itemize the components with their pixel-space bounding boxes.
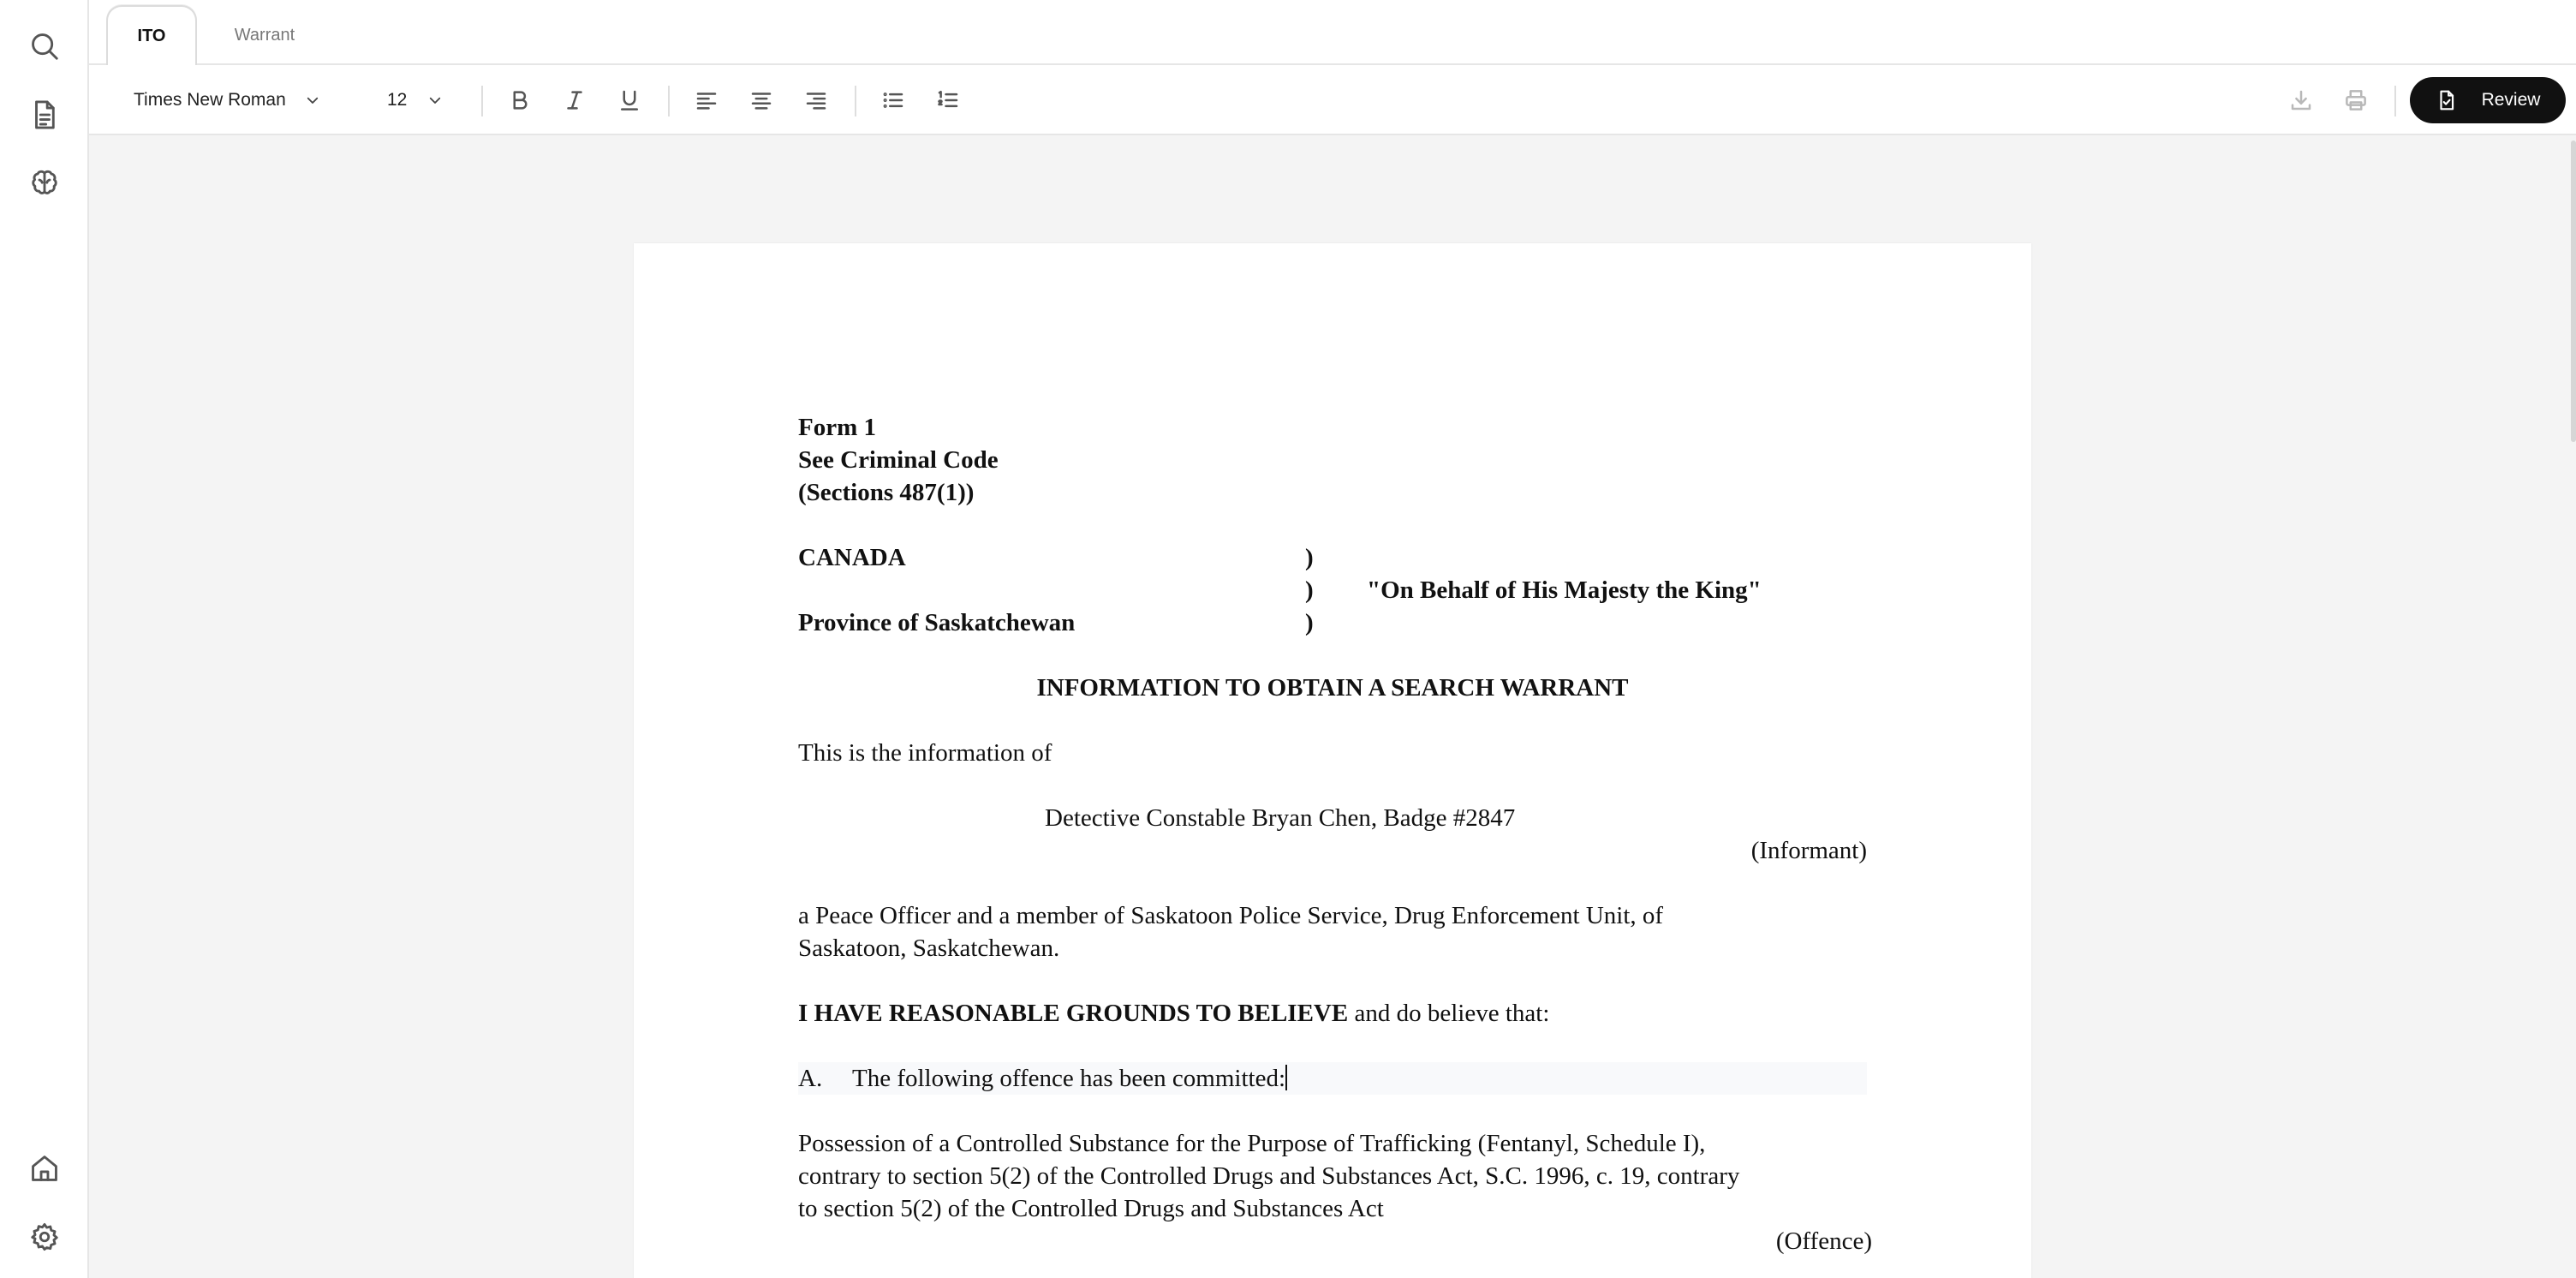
toolbar-divider (855, 86, 856, 116)
search-button[interactable] (22, 24, 67, 69)
search-icon (28, 30, 61, 63)
align-left-button[interactable] (689, 82, 724, 118)
section-a-text: The following offence has been committed: (852, 1065, 1285, 1092)
tab-label: Warrant (234, 25, 295, 45)
bracket-mark: ) (1305, 576, 1314, 604)
formatting-toolbar (89, 65, 2576, 135)
scrollbar-thumb[interactable] (2571, 140, 2576, 442)
text-caret (1285, 1065, 1287, 1090)
font-size-value: 12 (387, 90, 408, 110)
jurisdiction-row (798, 541, 1867, 574)
tab-ito[interactable] (106, 5, 197, 65)
brain-icon (28, 167, 61, 200)
bracket-mark: ) (1305, 544, 1314, 571)
bold-icon (507, 87, 533, 113)
tab-label: ITO (137, 26, 166, 45)
underline-button[interactable] (611, 82, 647, 118)
document-check-icon (2436, 89, 2458, 111)
print-icon (2343, 87, 2369, 113)
offence-label: (Offence) (1775, 1227, 1872, 1255)
officer-description: Saskatoon, Saskatchewan. (798, 935, 1060, 962)
toolbar-divider (2394, 86, 2396, 116)
ai-button[interactable] (22, 161, 67, 206)
font-family-select[interactable] (134, 65, 320, 135)
toolbar-divider (668, 86, 670, 116)
province-label: Province of Saskatchewan (798, 609, 1076, 636)
document-icon (28, 99, 61, 131)
informant-name: Detective Constable Bryan Chen, Badge #2847 (1045, 804, 1516, 832)
informant-label: (Informant) (1750, 837, 1867, 864)
grounds-bold: I HAVE REASONABLE GROUNDS TO BELIEVE (798, 1000, 1349, 1027)
form-heading-line: See Criminal Code (798, 446, 999, 474)
form-heading-line: (Sections 487(1)) (798, 479, 975, 506)
bold-button[interactable] (502, 82, 538, 118)
chevron-down-icon (305, 93, 320, 108)
offence-line: to section 5(2) of the Controlled Drugs and Substances Act (798, 1195, 1384, 1222)
settings-button[interactable] (22, 1215, 67, 1259)
offence-line: Possession of a Controlled Substance for the Purpose of Trafficking (Fentanyl, Schedule I), (798, 1130, 1706, 1157)
italic-button[interactable] (557, 82, 593, 118)
numbered-list-icon (935, 87, 961, 113)
review-label: Review (2481, 90, 2541, 110)
print-button[interactable] (2338, 82, 2374, 118)
section-a-letter: A. (798, 1065, 823, 1092)
bulleted-list-icon (880, 87, 906, 113)
tab-bar (89, 0, 2576, 65)
country-label: CANADA (798, 544, 906, 571)
home-button[interactable] (22, 1146, 67, 1191)
underline-icon (617, 87, 642, 113)
grounds-statement (798, 997, 1867, 1030)
document-content[interactable] (798, 411, 1872, 1257)
document-canvas[interactable] (89, 135, 2576, 1278)
officer-description: a Peace Officer and a member of Saskatoon Police Service, Drug Enforcement Unit, of (798, 902, 1664, 929)
behalf-label: "On Behalf of His Majesty the King" (1367, 576, 1762, 604)
chevron-down-icon (427, 93, 443, 108)
download-button[interactable] (2283, 82, 2319, 118)
bulleted-list-button[interactable] (875, 82, 911, 118)
section-a-line[interactable] (798, 1062, 1867, 1095)
jurisdiction-row (798, 606, 1867, 639)
home-icon (28, 1152, 61, 1185)
bracket-mark: ) (1305, 609, 1314, 636)
review-button[interactable] (2410, 77, 2566, 123)
align-left-icon (694, 87, 719, 113)
numbered-list-button[interactable] (930, 82, 966, 118)
align-center-icon (748, 87, 774, 113)
font-size-select[interactable] (387, 65, 443, 135)
tab-warrant[interactable] (218, 5, 312, 65)
document-title: INFORMATION TO OBTAIN A SEARCH WARRANT (1036, 674, 1629, 702)
align-right-icon (803, 87, 829, 113)
gear-icon (28, 1221, 61, 1253)
info-of-text: This is the information of (798, 739, 1052, 767)
form-heading-line: Form 1 (798, 414, 876, 441)
documents-button[interactable] (22, 93, 67, 137)
grounds-rest: and do believe that: (1348, 1000, 1550, 1027)
font-family-value: Times New Roman (134, 90, 286, 110)
left-rail (0, 0, 89, 1278)
document-page[interactable] (634, 243, 2031, 1278)
download-icon (2288, 87, 2314, 113)
align-center-button[interactable] (743, 82, 779, 118)
italic-icon (562, 87, 587, 113)
align-right-button[interactable] (798, 82, 834, 118)
offence-line: contrary to section 5(2) of the Controlled Drugs and Substances Act, S.C. 1996, c. 19, contrary (798, 1162, 1740, 1190)
toolbar-divider (481, 86, 483, 116)
jurisdiction-row (798, 574, 1867, 606)
